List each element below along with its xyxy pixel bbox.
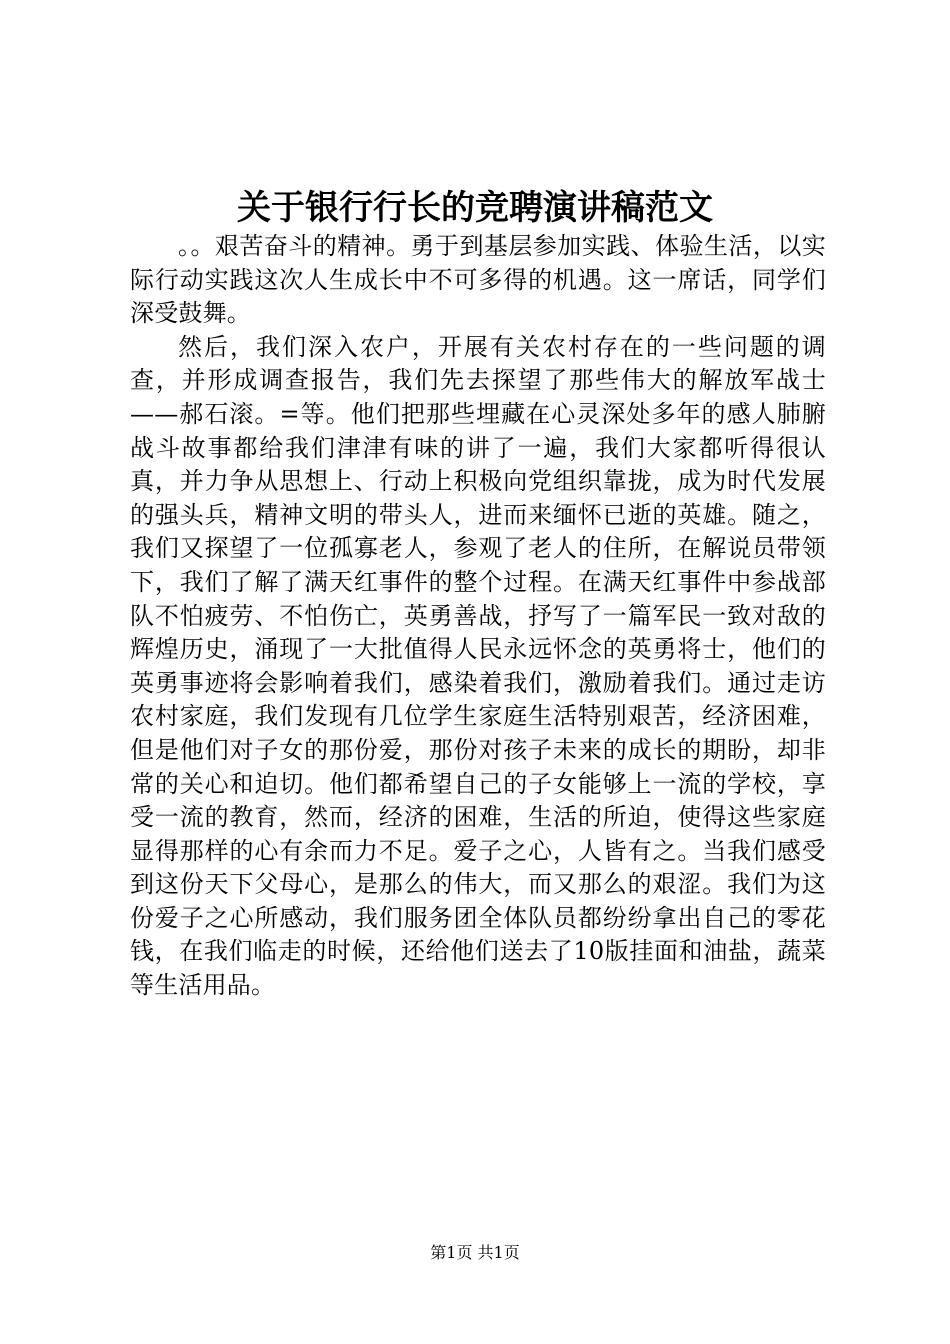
paragraph-2: 然后，我们深入农户，开展有关农村存在的一些问题的调查，并形成调查报告，我们先去探望了那些伟大的解放军战士——郝石滚。=等。他们把那些埋藏在心灵深处多年的感人肺腑战斗故事都给我们津津有味的讲了一遍，我们大家都听得很认真，并力争从思想上、行动上积极向党组织靠拢，成为时代发展的强头兵，精神文明的带头人，进而来缅怀已逝的英雄。随之，我们又探望了一位孤寡老人，参观了老人的住所，在解说员带领下，我们了解了满天红事件的整个过程。在满天红事件中参战部队不怕疲劳、不怕伤亡，英勇善战，抒写了一篇军民一致对敌的辉煌历史，涌现了一大批值得人民永远怀念的英勇将士，他们的英勇事迹将会影响着我们，感染着我们，激励着我们。通过走访农村家庭，我们发现有几位学生家庭生活特别艰苦，经济困难，但是他们对子女的那份爱，那份对孩子未来的成长的期盼，却非常的关心和迫切。他们都希望自己的子女能够上一流的学校，享受一流的教育，然而，经济的困难，生活的所迫，使得这些家庭显得那样的心有余而力不足。爱子之心，人皆有之。当我们感受到这份天下父母心，是那么的伟大，而又那么的艰涩。我们为这份爱子之心所感动，我们服务团全体队员都纷纷拿出自己的零花钱，在我们临走的时候，还给他们送去了10版挂面和油盐，蔬菜等生活用品。 xyxy=(130,332,826,1000)
paragraph-1: 。。艰苦奋斗的精神。勇于到基层参加实践、体验生活，以实际行动实践这次人生成长中不可多得的机遇。这一席话，同学们深受鼓舞。 xyxy=(130,232,826,328)
document-title: 关于银行行长的竞聘演讲稿范文 xyxy=(237,188,713,228)
document-body xyxy=(130,230,826,1003)
page-footer: 第1页 共1页 xyxy=(430,1243,520,1262)
